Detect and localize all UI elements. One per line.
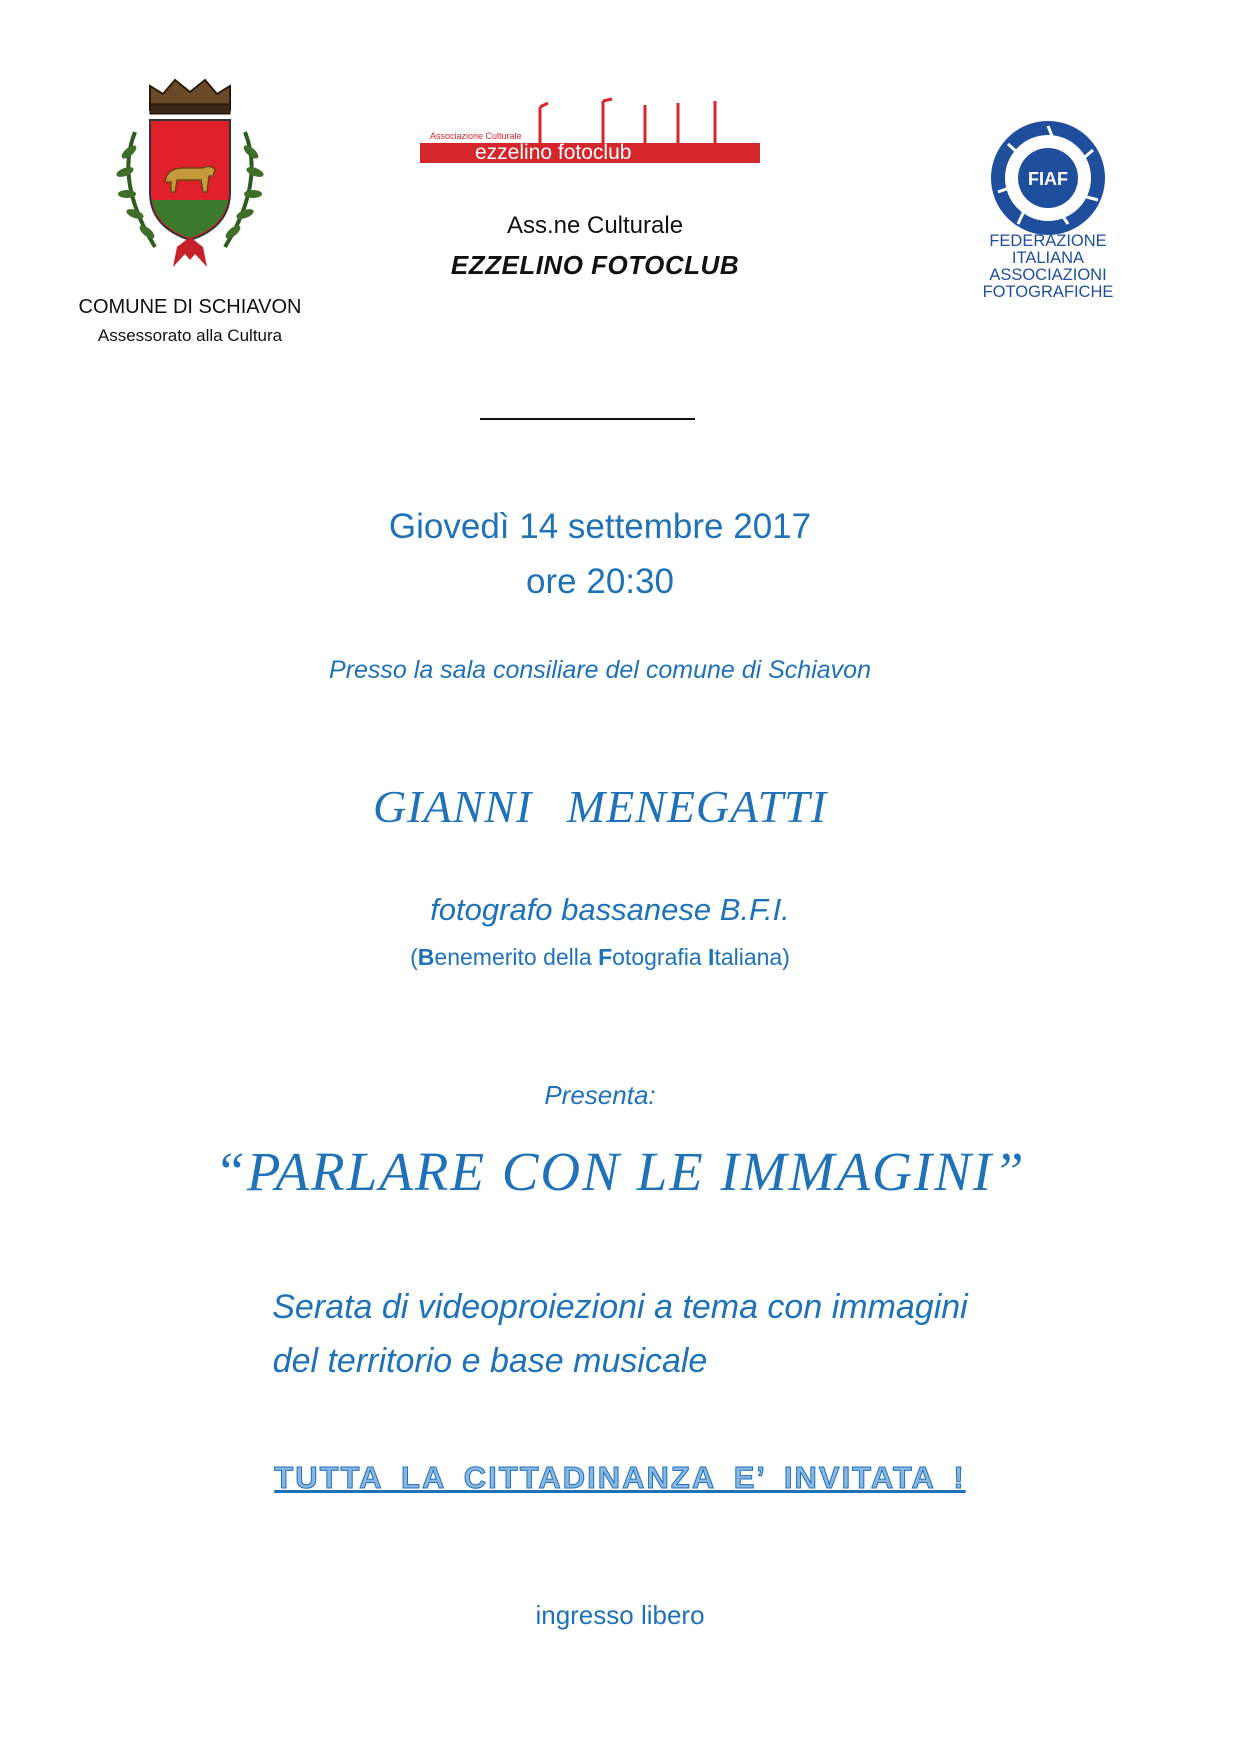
fiaf-line4: FOTOGRAFICHE — [982, 283, 1114, 301]
speaker-title-part3: taliana) — [714, 944, 790, 970]
speaker-title-part1: enemerito della — [434, 944, 599, 970]
speaker-role: fotografo bassanese B.F.I. — [430, 892, 790, 927]
description-line-2: del territorio e base musicale — [272, 1342, 708, 1380]
municipal-crest-icon — [95, 72, 285, 272]
speaker-name: GIANNI MENEGATTI — [372, 781, 828, 832]
fiaf-line1: FEDERAZIONE — [989, 232, 1107, 250]
fotoclub-logo-small-text: Associazione Culturale — [430, 131, 522, 141]
event-date: Giovedì 14 settembre 2017 — [388, 507, 812, 546]
fotoclub-subtitle: Ass.ne Culturale — [506, 212, 684, 239]
speaker-title-initial-i: I — [708, 944, 715, 970]
speaker-title-open: ( — [410, 944, 418, 970]
speaker-title — [200, 944, 1000, 971]
fiaf-logo — [960, 120, 1135, 310]
municipality-office: Assessorato alla Cultura — [97, 326, 283, 345]
fiaf-abbr: FIAF — [1028, 169, 1068, 189]
municipality-name: COMUNE DI SCHIAVON — [78, 296, 302, 318]
speaker-title-initial-b: B — [417, 944, 435, 970]
presentation-intro: Presenta: — [544, 1080, 656, 1110]
fiaf-line2: ITALIANA — [1011, 249, 1085, 267]
speaker-title-part2: otografia — [612, 944, 709, 970]
event-time: ore 20:30 — [526, 562, 674, 601]
description-line-1: Serata di videoproiezioni a tema con immagini — [272, 1288, 968, 1326]
divider-line — [480, 418, 695, 420]
fiaf-line3: ASSOCIAZIONI — [989, 266, 1107, 284]
event-venue: Presso la sala consiliare del comune di Schiavon — [329, 656, 871, 684]
fotoclub-logo-main-text: ezzelino fotoclub — [475, 141, 632, 164]
speaker-title-initial-f: F — [598, 944, 613, 970]
invitation-banner: TUTTA LA CITTADINANZA E’ INVITATA ! — [274, 1460, 966, 1495]
presentation-title: “PARLARE CON LE IMMAGINI” — [214, 1141, 1026, 1202]
fotoclub-name: EZZELINO FOTOCLUB — [450, 250, 740, 280]
fotoclub-logo — [420, 95, 770, 185]
admission-note: ingresso libero — [535, 1600, 705, 1630]
